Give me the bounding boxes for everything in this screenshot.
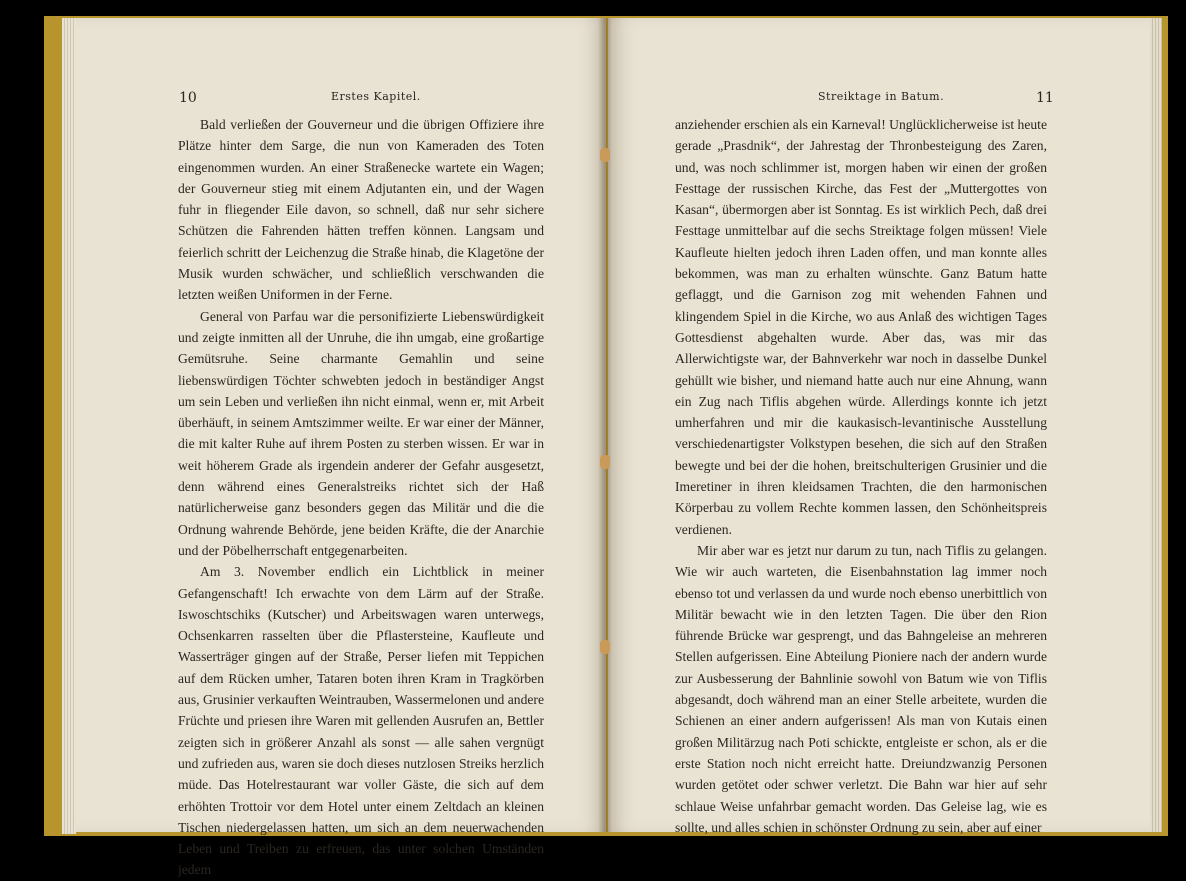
right-page [608,18,1150,835]
paragraph: Bald verließen der Gouverneur und die übrigen Offiziere ihre Plätze hinter dem Sarge, die nun von Kameraden des Toten eingenommen wurden. An einer Straßenecke wartete ein Wagen; der Gouverneur stieg mit einem Adjutanten ein, und der Wagen fuhr in fliegender Eile davon, so schnell, daß nur sehr sichere Schützen die Fahrenden hätten treffen können. Langsam und feierlich schritt der Leichenzug die Straße hinab, die Klagetöne der Musik wurden schwächer, und schließlich verschwanden die letzten weißen Uniformen in der Ferne. [178,117,544,303]
paragraph: Mir aber war es jetzt nur darum zu tun, nach Tiflis zu gelangen. Wie wir auch warteten, die Eisenbahnstation lag immer noch ebenso tot und verlassen da und wurde noch ebenso unerbittlich von Militär bewacht wie in den letzten Tagen. Die über den Rion führende Brücke war gesprengt, und das Bahngeleise an mehreren Stellen aufgerissen. Eine Abteilung Pioniere nach der andern wurde zur Ausbesserung der Bahnlinie sowohl von Batum wie von Tiflis abgesandt, doch während man an einer Stelle arbeitete, wurden die Schienen an einer andern aufgerissen! Als man von Kutais einen großen Militärzug nach Poti schickte, entgleiste er schon, als er die erste Station noch nicht erreicht hatte. Dreiundzwanzig Personen wurden getötet oder schwer verletzt. Die Bahn war hier auf sehr schlaue Weise unfahrbar gemacht worden. Das Geleise lag, wie es sollte, und alles schien in schönster Ordnung zu sein, aber auf einer [675,542,1047,835]
page-number: 11 [1036,90,1054,106]
page-edges-right [1150,18,1162,832]
body-text [178,114,544,881]
body-text [675,114,1047,838]
running-head: Streiktage in Batum. [818,90,945,103]
left-page [76,18,606,878]
paragraph: anziehender erschien als ein Karneval! Unglücklicherweise ist heute gerade „Prasdnik“, der Jahrestag der Thronbesteigung des Zaren, und, was noch schlimmer ist, morgen haben wir einen der großen Festtage der russischen Kirche, das Fest der „Muttergottes von Kasan“, übermorgen aber ist Sonntag. Es ist wirklich Pech, daß drei Festtage unmittelbar auf die sechs Streiktage folgen müssen! Viele Kaufleute hielten jedoch ihren Laden offen, und man konnte alles bekommen, was man zu erhalten wünschte. Ganz Batum hatte geflaggt, und die Garnison zog mit wehenden Fahnen und klingendem Spiel in die Kirche, wo aus Anlaß des wichtigen Tages Gottesdienst abgehalten wurde. Aber das, was mir das Allerwichtigste war, der Bahnverkehr war noch in dasselbe Dunkel gehüllt wie bisher, und niemand hatte auch nur eine Ahnung, wann ein Zug nach Tiflis abgehen würde. Allerdings konnte ich jetzt umherfahren und mir die kaukasisch-levantinische Ausstellung verschiedenartigster Volkstypen besehen, die sich auf den Straßen bewegte und bei der die hohen, breitschulterigen Grusinier und die Imeretiner in ihren kleidsamen Trachten, die den harmonischen Körperbau zu vollem Rechte kommen lassen, den Schönheitspreis verdienen. [675,117,1047,537]
book-gutter [598,18,612,832]
running-head: Erstes Kapitel. [331,90,421,103]
page-number: 10 [179,90,197,106]
binding-thread [600,455,610,469]
binding-thread [600,148,610,162]
binding-thread [600,640,610,654]
paragraph: Am 3. November endlich ein Lichtblick in meiner Gefangenschaft! Ich erwachte von dem Lärm auf der Straße. Iswoschtschiks (Kutscher) und Arbeitswagen waren unterwegs, Ochsenkarren rasselten über die Pflastersteine, Kaufleute und Wasserträger gingen auf der Straße, Perser liefen mit Teppichen auf dem Rücken umher, Tataren boten ihren Kram in Tragkörben aus, Grusinier verkauften Weintrauben, Wassermelonen und andere Früchte und priesen ihre Waren mit gellenden Ausrufen an, Bettler zeigten sich in größerer Anzahl als sonst — alle sahen vergnügt und zufrieden aus, waren sie doch dieses nutzlosen Streiks herzlich müde. Das Hotelrestaurant war voller Gäste, die sich auf dem erhöhten Trottoir vor dem Hotel unter einem Zeltdach an kleinen Tischen niedergelassen hatten, um sich an dem neuerwachenden Leben und Treiben zu erfreuen, das unter solchen Umständen jedem [178,564,544,878]
page-edges-left [62,18,76,834]
paragraph: General von Parfau war die personifizierte Liebenswürdigkeit und zeigte inmitten all der Unruhe, die ihn umgab, eine großartige Gemütsruhe. Seine charmante Gemahlin und seine liebenswürdigen Töchter schwebten jedoch in beständiger Angst um sein Leben und verließen ihn nicht einmal, wenn er, mit Arbeit überhäuft, in seinem Amtszimmer weilte. Er war einer der Männer, die mit kalter Ruhe auf ihrem Posten zu sterben wissen. Er war in weit höherem Grade als irgendein anderer der Gefahr ausgesetzt, denn während eines Generalstreiks richtet sich der Haß natürlicherweise ganz besonders gegen das Militär und die die Ordnung wahrende Behörde, jene beiden Kräfte, die der Anarchie und der Pöbelherrschaft entgegenarbeiten. [178,308,544,558]
